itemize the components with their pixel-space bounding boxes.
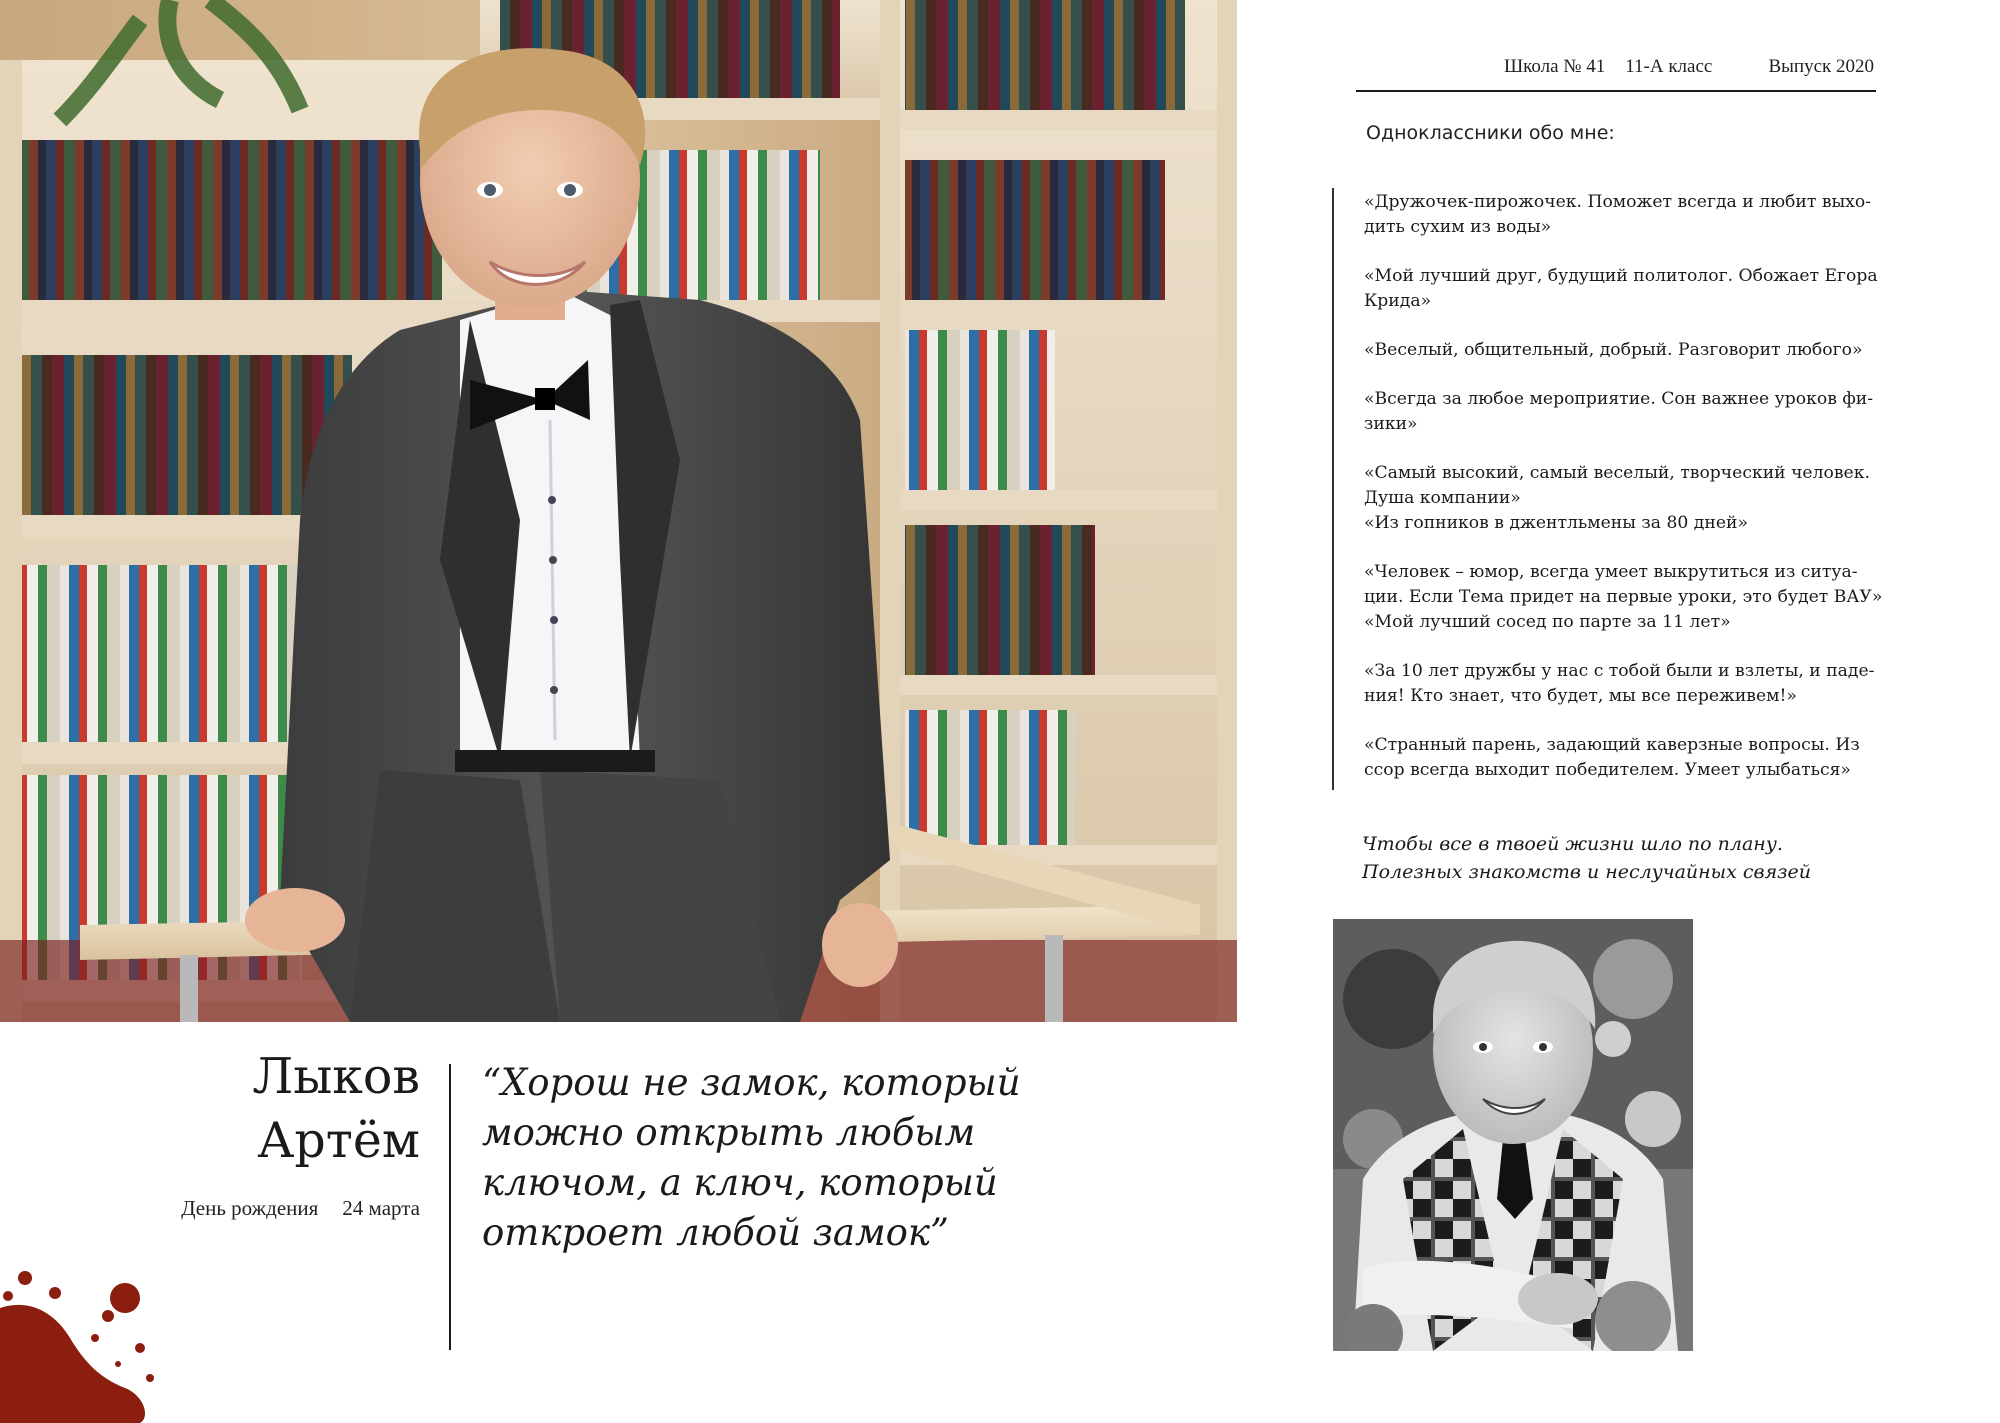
student-first-name: Артём bbox=[257, 1112, 420, 1169]
quote-line: Крида» bbox=[1364, 291, 1432, 311]
classmate-quote bbox=[1364, 659, 1894, 709]
student-last-name: Лыков bbox=[252, 1048, 420, 1105]
classmate-quote bbox=[1364, 461, 1894, 536]
classmate-quotes bbox=[1364, 190, 1894, 807]
ink-blot-decoration bbox=[0, 1268, 160, 1423]
quote-line: «Мой лучший друг, будущий политолог. Обожает Егора bbox=[1364, 266, 1878, 286]
quote-line: дить сухим из воды» bbox=[1364, 217, 1552, 237]
quote-line: «За 10 лет дружбы у нас с тобой были и взлеты, и паде- bbox=[1364, 661, 1875, 681]
quote-line: ния! Кто знает, что будет, мы все переживем!» bbox=[1364, 686, 1797, 706]
school-name: Школа № 41 bbox=[1504, 56, 1606, 77]
birthday-date: 24 марта bbox=[342, 1196, 420, 1220]
childhood-photo bbox=[1333, 919, 1693, 1351]
issue-year: Выпуск 2020 bbox=[1768, 56, 1874, 77]
motto-line: можно открыть любым bbox=[482, 1111, 976, 1154]
motto-quote bbox=[482, 1058, 1042, 1258]
student-name bbox=[20, 1045, 420, 1173]
motto-divider bbox=[449, 1064, 451, 1350]
classmate-quote bbox=[1364, 338, 1894, 363]
quotes-divider bbox=[1332, 188, 1334, 790]
motto-line: “Хорош не замок, который bbox=[482, 1061, 1021, 1104]
quote-line: «Странный парень, задающий каверзные вопросы. Из bbox=[1364, 735, 1860, 755]
quote-line: «Мой лучший сосед по парте за 11 лет» bbox=[1364, 612, 1731, 632]
quote-line: «Всегда за любое мероприятие. Сон важнее уроков фи- bbox=[1364, 389, 1874, 409]
quote-line: зики» bbox=[1364, 414, 1418, 434]
classmate-quote bbox=[1364, 560, 1894, 635]
wish-text bbox=[1362, 830, 1811, 886]
quote-line: Душа компании» bbox=[1364, 488, 1521, 508]
wish-line: Чтобы все в твоей жизни шло по плану. bbox=[1362, 833, 1783, 855]
header-divider bbox=[1356, 90, 1876, 92]
classmate-quote bbox=[1364, 190, 1894, 240]
school-class bbox=[1504, 56, 1712, 78]
birthday-label: День рождения bbox=[181, 1196, 319, 1220]
classmate-quote bbox=[1364, 387, 1894, 437]
quote-line: «Самый высокий, самый веселый, творческий человек. bbox=[1364, 463, 1870, 483]
class-name: 11-А класс bbox=[1625, 56, 1713, 77]
wish-line: Полезных знакомств и неслучайных связей bbox=[1362, 861, 1812, 883]
classmate-quote bbox=[1364, 264, 1894, 314]
classmate-quote bbox=[1364, 733, 1894, 783]
classmates-title: Одноклассники обо мне: bbox=[1366, 122, 1615, 144]
quote-line: «Веселый, общительный, добрый. Разговорит любого» bbox=[1364, 340, 1863, 360]
quote-line: ссор всегда выходит победителем. Умеет улыбаться» bbox=[1364, 760, 1851, 780]
quote-line: «Из гопников в джентльмены за 80 дней» bbox=[1364, 513, 1748, 533]
quote-line: «Человек – юмор, всегда умеет выкрутиться из ситуа- bbox=[1364, 562, 1858, 582]
birthday-line bbox=[20, 1196, 420, 1221]
portrait-photo bbox=[0, 0, 1237, 1022]
quote-line: «Дружочек-пирожочек. Поможет всегда и любит выхо- bbox=[1364, 192, 1872, 212]
motto-line: откроет любой замок” bbox=[482, 1211, 949, 1254]
motto-line: ключом, а ключ, который bbox=[482, 1161, 998, 1204]
quote-line: ции. Если Тема придет на первые уроки, это будет ВАУ» bbox=[1364, 587, 1883, 607]
page-header bbox=[1356, 56, 1874, 92]
